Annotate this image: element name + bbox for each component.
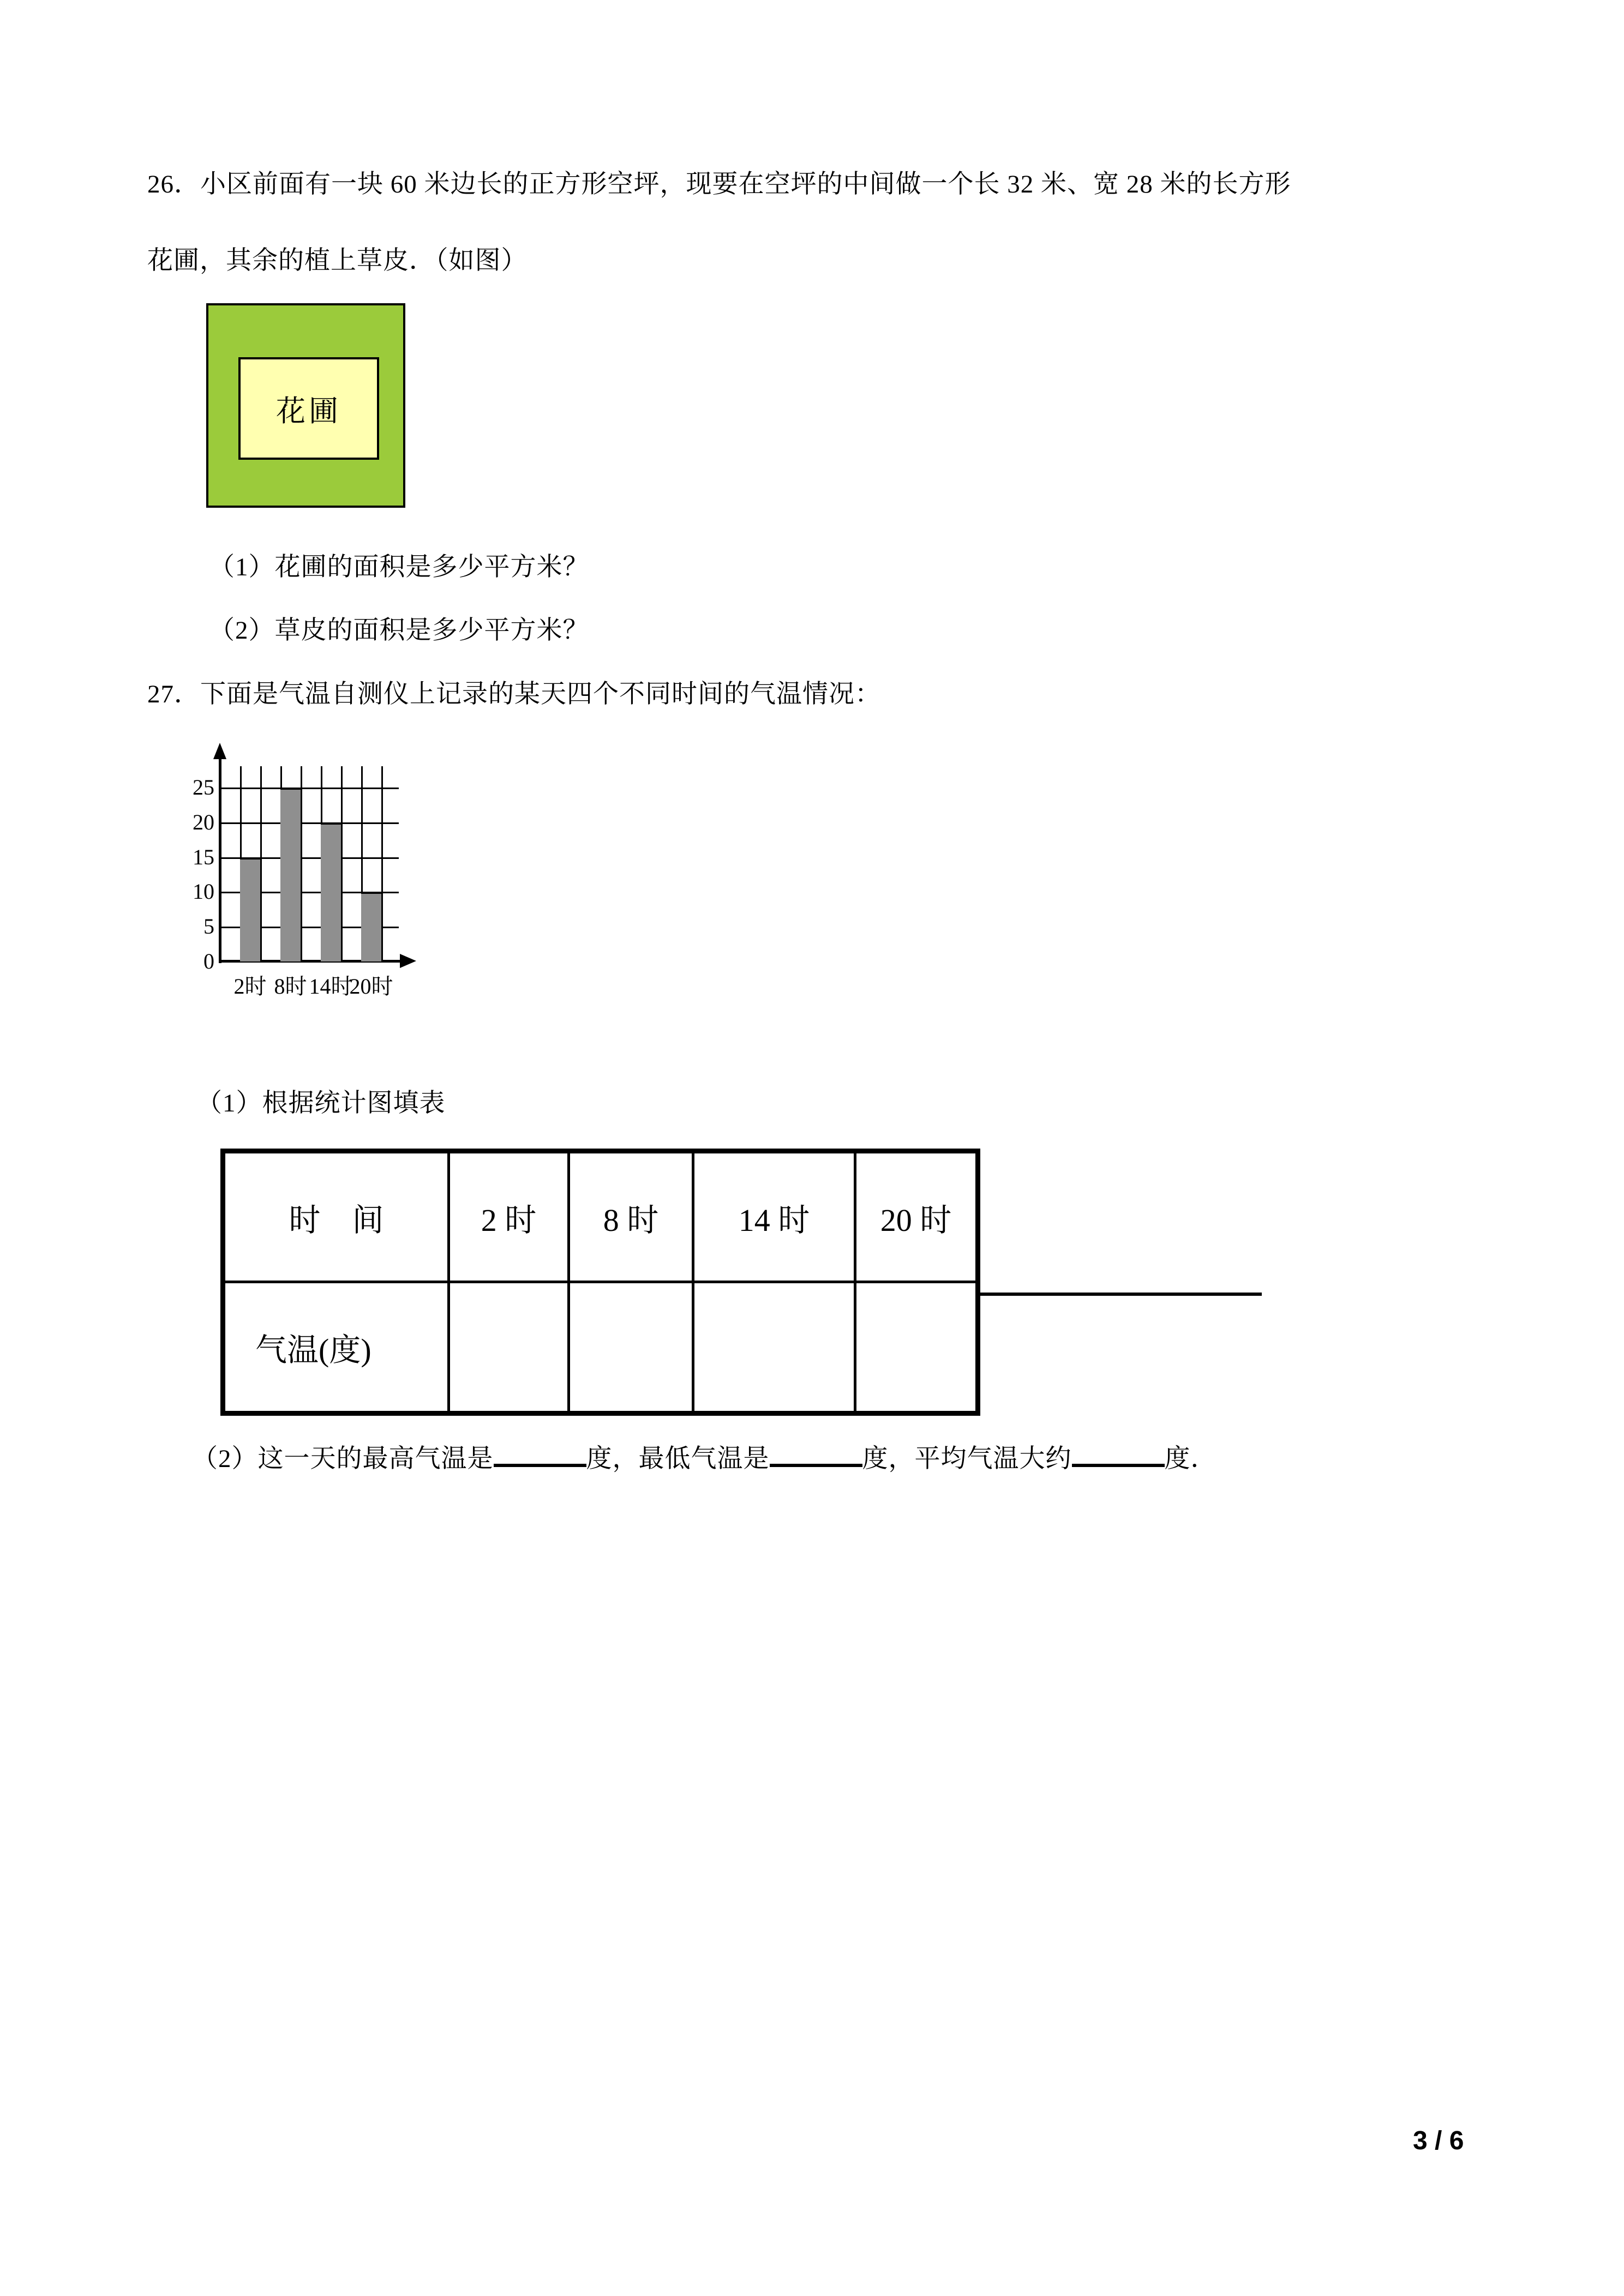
chart-gridline-h: [220, 822, 399, 824]
q27-sub2-part4: 度．: [1164, 1444, 1217, 1473]
temperature-table: [223, 1151, 978, 1414]
table-header-time: 时 间: [224, 1152, 449, 1282]
blank-min-temp: [770, 1438, 862, 1467]
y-tick-label: 5: [203, 914, 214, 939]
q27-sub2-part1: 这一天的最高气温是: [257, 1444, 494, 1473]
table-header-2h: 2 时: [449, 1152, 569, 1282]
chart-gridline-v: [381, 766, 383, 961]
chart-gridline-h: [220, 788, 399, 789]
table-cell-20h: [855, 1282, 977, 1413]
q27-sub2-label: （2）: [192, 1444, 258, 1473]
chart-bar: [361, 892, 381, 961]
chart-y-axis-arrow-icon: [213, 743, 226, 759]
blank-max-temp: [494, 1438, 586, 1467]
temperature-chart: [165, 742, 493, 1036]
y-tick-label: 15: [193, 844, 214, 869]
table-header-row: [224, 1152, 977, 1282]
q26-subquestion-1: （1）花圃的面积是多少平方米？: [209, 553, 589, 581]
table-header-20h: 20 时: [855, 1152, 977, 1282]
y-tick-label: 20: [193, 809, 214, 834]
table-header-14h: 14 时: [693, 1152, 855, 1282]
q27-subquestion-2: [192, 1438, 1217, 1475]
q27-sub2-part3: 度，平均气温大约: [862, 1444, 1072, 1473]
table-value-row: [224, 1282, 977, 1413]
flowerbed-inner: [238, 357, 379, 460]
chart-gridline-v: [341, 766, 343, 961]
chart-gridline-v: [260, 766, 262, 961]
y-tick-label: 10: [193, 879, 214, 904]
table-cell-2h: [449, 1282, 569, 1413]
flowerbed-label: 花圃: [276, 394, 341, 428]
x-tick-label: 14时: [309, 974, 353, 999]
blank-avg-temp: [1072, 1438, 1165, 1467]
y-tick-label: 25: [193, 775, 214, 800]
flowerbed-figure: [206, 303, 405, 508]
q26-subquestion-2: （2）草皮的面积是多少平方米？: [209, 616, 589, 645]
chart-gridline-v: [301, 766, 302, 961]
chart-bar: [240, 857, 260, 961]
chart-bar: [321, 822, 341, 961]
x-tick-label: 8时: [274, 974, 307, 999]
q27-intro: 27．下面是气温自测仪上记录的某天四个不同时间的气温情况：: [147, 680, 881, 708]
q26-text-line2: 花圃，其余的植上草皮．（如图）: [147, 247, 528, 275]
y-tick-label: 0: [203, 949, 214, 973]
q26-text-line1: 26．小区前面有一块 60 米边长的正方形空坪，现要在空坪的中间做一个长 32 米、宽 28 米的长方形: [147, 170, 1291, 199]
table-header-8h: 8 时: [569, 1152, 693, 1282]
x-tick-label: 2时: [233, 974, 267, 999]
chart-bar: [280, 788, 301, 961]
chart-x-axis-arrow-icon: [400, 954, 416, 968]
table-cell-8h: [569, 1282, 693, 1413]
page-number: 3 / 6: [1413, 2126, 1464, 2155]
table-row-label: 气温(度): [224, 1282, 449, 1413]
table-cell-14h: [693, 1282, 855, 1413]
q27-sub2-part2: 度，最低气温是: [586, 1444, 770, 1473]
x-tick-label: 20时: [349, 974, 393, 999]
q27-subquestion-1: （1）根据统计图填表: [196, 1089, 446, 1117]
answer-line: [978, 1293, 1262, 1296]
